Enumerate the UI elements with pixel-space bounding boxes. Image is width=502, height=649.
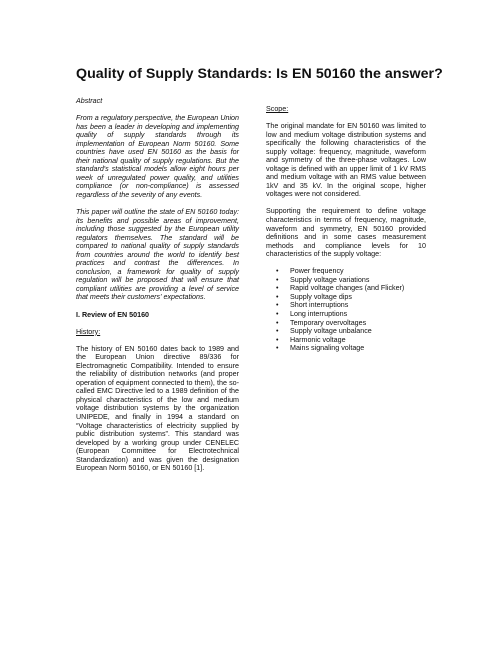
bullet-icon: • xyxy=(276,301,279,310)
left-column xyxy=(76,97,239,473)
bullet-icon: • xyxy=(276,309,279,318)
list-item-text: Supply voltage dips xyxy=(290,292,352,301)
list-item-text: Harmonic voltage xyxy=(290,335,346,344)
bullet-icon: • xyxy=(276,344,279,353)
bullet-icon: • xyxy=(276,335,279,344)
scope-paragraph-1: The original mandate for EN 50160 was limited to low and medium voltage distribution systems and specifically the following characteristics of the supply voltage: frequency, magnitude, waveform and symmetry of the three-phase voltages. Low voltage is defined with an upper limit of 1 kV RMS and medium voltage with an RMS value between 1kV and 35 kV. In the original scope, higher voltages were not considered. xyxy=(266,122,426,199)
list-item-text: Supply voltage variations xyxy=(290,275,370,284)
characteristics-list xyxy=(266,267,426,352)
list-item xyxy=(276,276,426,285)
abstract-label: Abstract xyxy=(76,97,103,105)
history-paragraph: The history of EN 50160 dates back to 1989 and the European Union directive 89/336 for Electromagnetic Compatibility. Intended to ensure the reliability of distribution networks (and proper operation of equipment connected to them), the so-called EMC Directive led to a 1989 definition of the physical characteristics of the low and medium voltage distribution systems by the organization UNIPEDE, and finally in 1994 a standard on “Voltage characteristics of electricity supplied by public distribution systems”. This standard was developed by a working group under CENELEC (European Committee for Electrotechnical Standardization) and was given the designation European Norm 50160, or EN 50160 [1]. xyxy=(76,344,239,473)
list-item-text: Mains signaling voltage xyxy=(290,344,365,353)
bullet-icon: • xyxy=(276,275,279,284)
paper-title: Quality of Supply Standards: Is EN 50160 the answer? xyxy=(76,66,443,82)
bullet-icon: • xyxy=(276,267,279,276)
list-item-text: Short interruptions xyxy=(290,301,349,310)
abstract-paragraph-2: This paper will outline the state of EN 50160 today: its benefits and possible areas of improvement, including those suggested by the European utility regulators themselves. The standard will be compared to national quality of supply standards from countries around the world to identify best practices and contrast the differences. In conclusion, a framework for quality of supply regulation will be proposed that will ensure that compliant utilities are providing a level of service that meets their customers' expectations. xyxy=(76,208,239,302)
bullet-icon: • xyxy=(276,292,279,301)
list-item xyxy=(276,336,426,345)
list-item-text: Temporary overvoltages xyxy=(290,318,367,327)
list-item-text: Power frequency xyxy=(290,267,344,276)
bullet-icon: • xyxy=(276,318,279,327)
list-item-text: Long interruptions xyxy=(290,309,348,318)
bullet-icon: • xyxy=(276,284,279,293)
list-item xyxy=(276,310,426,319)
list-item xyxy=(276,267,426,276)
history-label: History: xyxy=(76,327,101,336)
list-item xyxy=(276,284,426,293)
list-item xyxy=(276,301,426,310)
scope-paragraph-2: Supporting the requirement to define voltage characteristics in terms of frequency, magnitude, waveform and symmetry, EN 50160 provided definitions and in some cases measurement methods and compliance levels for 10 characteristics of the supply voltage: xyxy=(266,207,426,259)
bullet-icon: • xyxy=(276,327,279,336)
right-column xyxy=(266,105,426,353)
list-item xyxy=(276,319,426,328)
list-item xyxy=(276,327,426,336)
list-item xyxy=(276,344,426,353)
list-item xyxy=(276,293,426,302)
list-item-text: Rapid voltage changes (and Flicker) xyxy=(290,284,405,293)
abstract-paragraph-1: From a regulatory perspective, the European Union has been a leader in developing and implementing quality of supply standards through its implementation of European Norm 50160. Some countries have used EN 50160 as the basis for their national quality of supply regulations. But the standard's statistical models allow eight hours per week of unregulated power quality, and utilities compliance (or non-compliance) is assessed regardless of the severity of any events. xyxy=(76,114,239,199)
section-heading: I. Review of EN 50160 xyxy=(76,310,150,319)
scope-label: Scope: xyxy=(266,105,289,113)
list-item-text: Supply voltage unbalance xyxy=(290,327,372,336)
